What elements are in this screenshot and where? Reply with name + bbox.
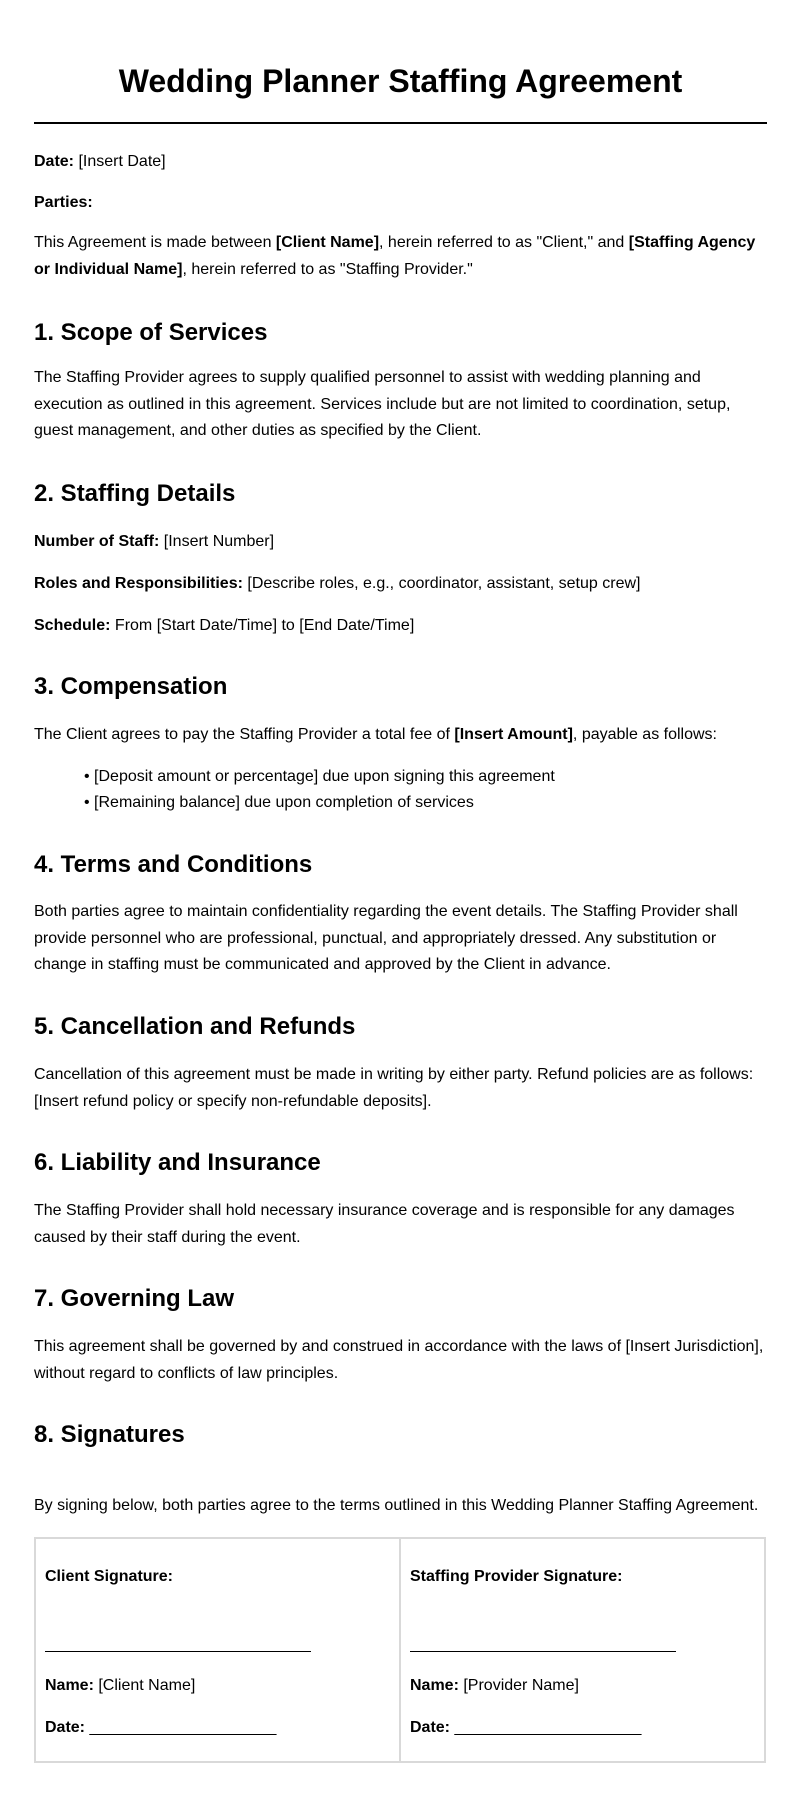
section-5-heading: 5. Cancellation and Refunds xyxy=(34,1013,356,1040)
roles-label: Roles and Responsibilities: xyxy=(34,575,243,592)
provider-name-label: Name: xyxy=(410,1677,459,1694)
intro-paragraph xyxy=(34,230,767,283)
roles-value: [Describe roles, e.g., coordinator, assistant, setup crew] xyxy=(247,575,641,592)
document-title: Wedding Planner Staffing Agreement xyxy=(118,63,683,99)
staff-count-field xyxy=(34,530,274,554)
section-4-heading: 4. Terms and Conditions xyxy=(34,851,313,878)
date-label: Date: xyxy=(34,153,75,170)
client-date-field[interactable] xyxy=(45,1719,276,1737)
client-date-label: Date: xyxy=(45,1719,86,1736)
provider-name-field xyxy=(410,1677,579,1695)
schedule-field xyxy=(34,614,414,638)
client-signature-line[interactable] xyxy=(45,1651,311,1652)
roles-field xyxy=(34,572,640,596)
provider-date-blank: _____________________ xyxy=(454,1719,642,1736)
provider-signature-block xyxy=(399,1539,764,1761)
compensation-amount: [Insert Amount] xyxy=(454,726,573,743)
intro-text-1: This Agreement is made between xyxy=(34,234,276,251)
client-name-field xyxy=(45,1677,195,1695)
staff-count-value: [Insert Number] xyxy=(163,533,275,550)
list-item: • [Deposit amount or percentage] due upon signing this agreement xyxy=(84,764,555,790)
section-7-heading: 7. Governing Law xyxy=(34,1285,235,1312)
section-6-heading: 6. Liability and Insurance xyxy=(34,1149,321,1176)
intro-client-name: [Client Name] xyxy=(275,234,380,251)
intro-text-3: , herein referred to as "Staffing Provider." xyxy=(182,260,473,278)
client-date-blank: _____________________ xyxy=(89,1719,277,1736)
compensation-text-2: , payable as follows: xyxy=(572,726,717,743)
intro-provider-name: [Staffing Agency or Individual Name] xyxy=(34,234,756,278)
signature-table xyxy=(34,1537,766,1763)
section-8-body: By signing below, both parties agree to the terms outlined in this Wedding Planner Staffing Agreement. xyxy=(34,1497,759,1514)
section-6-body: The Staffing Provider shall hold necessary insurance coverage and is responsible for any damages caused by their staff during the event. xyxy=(34,1202,735,1246)
payment-terms-list xyxy=(84,764,555,816)
provider-signature-title: Staffing Provider Signature: xyxy=(410,1568,623,1585)
schedule-value: From [Start Date/Time] to [End Date/Time] xyxy=(114,617,415,634)
section-8-heading: 8. Signatures xyxy=(34,1421,185,1448)
section-1-heading: 1. Scope of Services xyxy=(34,319,268,346)
section-5-body: Cancellation of this agreement must be made in writing by either party. Refund policies are as follows: [Insert refund policy or specify non-refundable deposits]. xyxy=(34,1066,754,1110)
client-signature-block xyxy=(36,1539,399,1761)
section-7-body: This agreement shall be governed by and construed in accordance with the laws of [Insert Jurisdiction], without regard to conflicts of law principles. xyxy=(34,1338,764,1382)
provider-date-field[interactable] xyxy=(410,1719,641,1737)
date-field xyxy=(34,150,166,174)
client-name-label: Name: xyxy=(45,1677,94,1694)
provider-name-value: [Provider Name] xyxy=(463,1677,579,1694)
parties-label: Parties: xyxy=(34,194,93,211)
schedule-label: Schedule: xyxy=(34,617,111,634)
section-4-body: Both parties agree to maintain confidentiality regarding the event details. The Staffing Provider shall provide personnel who are professional, punctual, and appropriately dressed. Any substitution or change in staffing must be communicated and approved by the Client in advance. xyxy=(34,903,738,973)
intro-text-2: , herein referred to as "Client," and xyxy=(379,234,629,251)
title-divider xyxy=(34,122,767,124)
section-1-body: The Staffing Provider agrees to supply qualified personnel to assist with wedding planning and execution as outlined in this agreement. Services include but are not limited to coordination, setup, guest management, and other duties as specified by the Client. xyxy=(34,369,731,439)
provider-signature-line[interactable] xyxy=(410,1651,676,1652)
compensation-text-1: The Client agrees to pay the Staffing Provider a total fee of xyxy=(34,726,455,743)
section-3-heading: 3. Compensation xyxy=(34,673,228,700)
client-signature-title: Client Signature: xyxy=(45,1568,174,1585)
staff-count-label: Number of Staff: xyxy=(34,533,160,550)
date-value: [Insert Date] xyxy=(78,153,166,170)
client-name-value: [Client Name] xyxy=(98,1677,196,1694)
provider-date-label: Date: xyxy=(410,1719,451,1736)
section-2-heading: 2. Staffing Details xyxy=(34,480,236,507)
section-3-body xyxy=(34,722,767,749)
list-item: • [Remaining balance] due upon completion of services xyxy=(84,790,555,816)
